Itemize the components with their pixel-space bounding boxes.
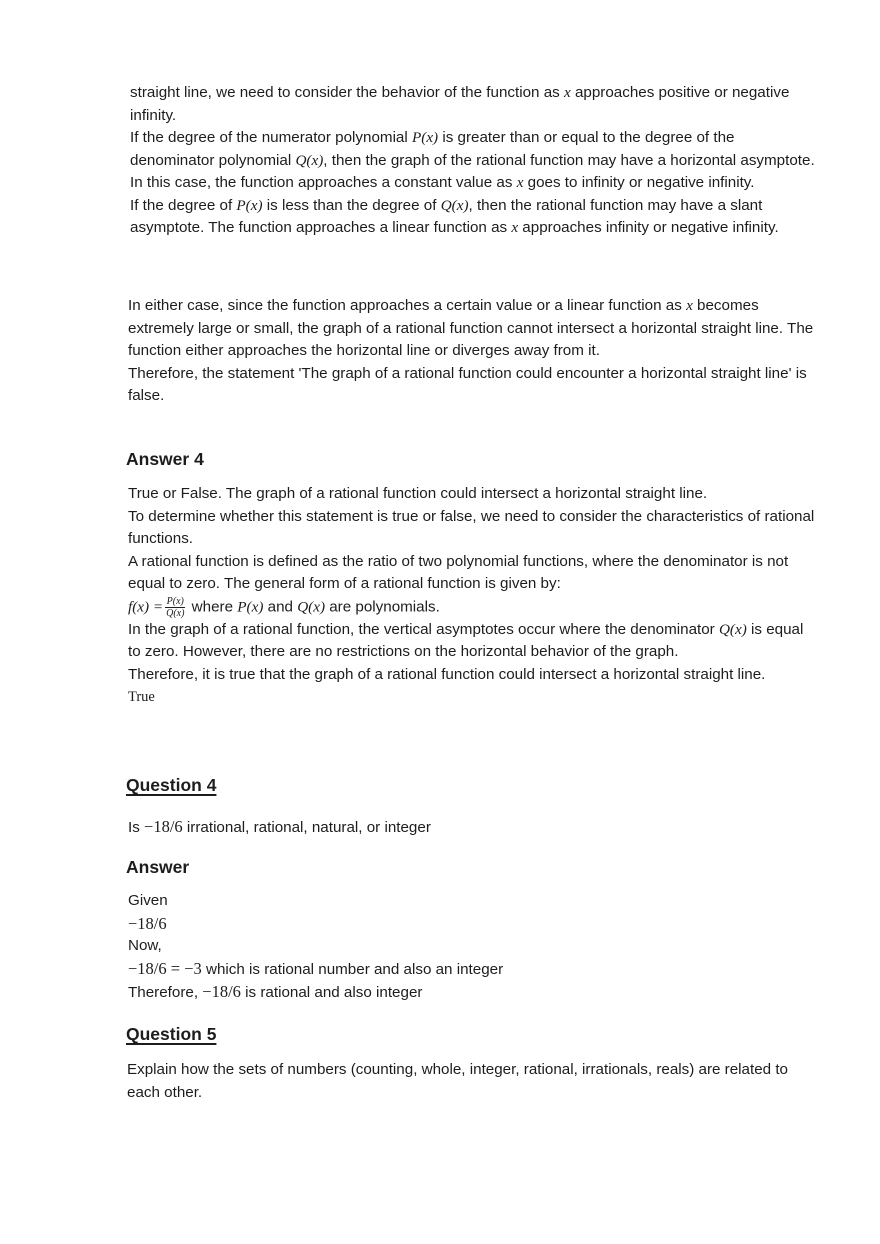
paragraph: If the degree of P(x) is less than the degree of Q(x), then the rational function may have a slant asymptote. The function approaches a linear function as x approaches infinity or negative infinity. (130, 196, 779, 236)
paragraph: Explain how the sets of numbers (counting, whole, integer, rational, irrationals, reals) are related to each other. (127, 1061, 789, 1101)
paragraph: Is −18/6 irrational, rational, natural, or integer (128, 817, 431, 836)
question-4-body (128, 816, 818, 840)
paragraph: Now, (128, 937, 162, 954)
paragraph: True or False. The graph of a rational function could intersect a horizontal straight line. (128, 485, 708, 502)
fraction: $\frac{P(x)}{Q(x)}$ (166, 595, 185, 619)
paragraph: Therefore, the statement 'The graph of a rational function could encounter a horizontal straight line' is false. (128, 364, 807, 404)
answer-4-body (128, 483, 818, 709)
paragraph: Therefore, −18/6 is rational and also integer (128, 982, 423, 1001)
paragraph: Given (128, 892, 168, 909)
question-5-heading: Question 5 (126, 1024, 217, 1044)
question-5-body (127, 1059, 817, 1104)
answer-heading: Answer (126, 857, 190, 877)
answer-4-heading: Answer 4 (126, 449, 204, 469)
question-4-heading: Question 4 (126, 775, 217, 795)
paragraph: To determine whether this statement is true or false, we need to consider the characteristics of rational functions. (128, 507, 815, 547)
given-expression: −18/6 (128, 913, 167, 933)
paragraph: In either case, since the function approaches a certain value or a linear function as x becomes extremely large or small, the graph of a rational function cannot intersect a horizontal straight line. The function either approaches the horizontal line or diverges away from it. (128, 297, 814, 359)
answer-q4-body (128, 890, 818, 1005)
answer-result: True (128, 689, 155, 706)
paragraph: straight line, we need to consider the behavior of the function as x approaches positive or negative infinity. (130, 84, 790, 124)
section-asymptote-explanation (130, 82, 820, 240)
paragraph: If the degree of the numerator polynomial P(x) is greater than or equal to the degree of the denominator polynomial Q(x), then the graph of the rational function may have a horizontal asymptote. In this case, the function approaches a constant value as x goes to infinity or negative infinity. (130, 129, 815, 191)
formula-line: f(x) = $\frac{P(x)}{Q(x)}$ where P(x) and Q(x) are polynomials. (128, 595, 440, 619)
section-conclusion-false (128, 295, 818, 408)
paragraph: In the graph of a rational function, the vertical asymptotes occur where the denominator Q(x) is equal to zero. However, there are no restrictions on the horizontal behavior of the graph. (128, 620, 804, 661)
paragraph: A rational function is defined as the ratio of two polynomial functions, where the denominator is not equal to zero. The general form of a rational function is given by: (128, 552, 789, 592)
paragraph: Therefore, it is true that the graph of a rational function could intersect a horizontal straight line. (128, 665, 766, 683)
paragraph: −18/6 = −3 which is rational number and also an integer (128, 958, 504, 978)
